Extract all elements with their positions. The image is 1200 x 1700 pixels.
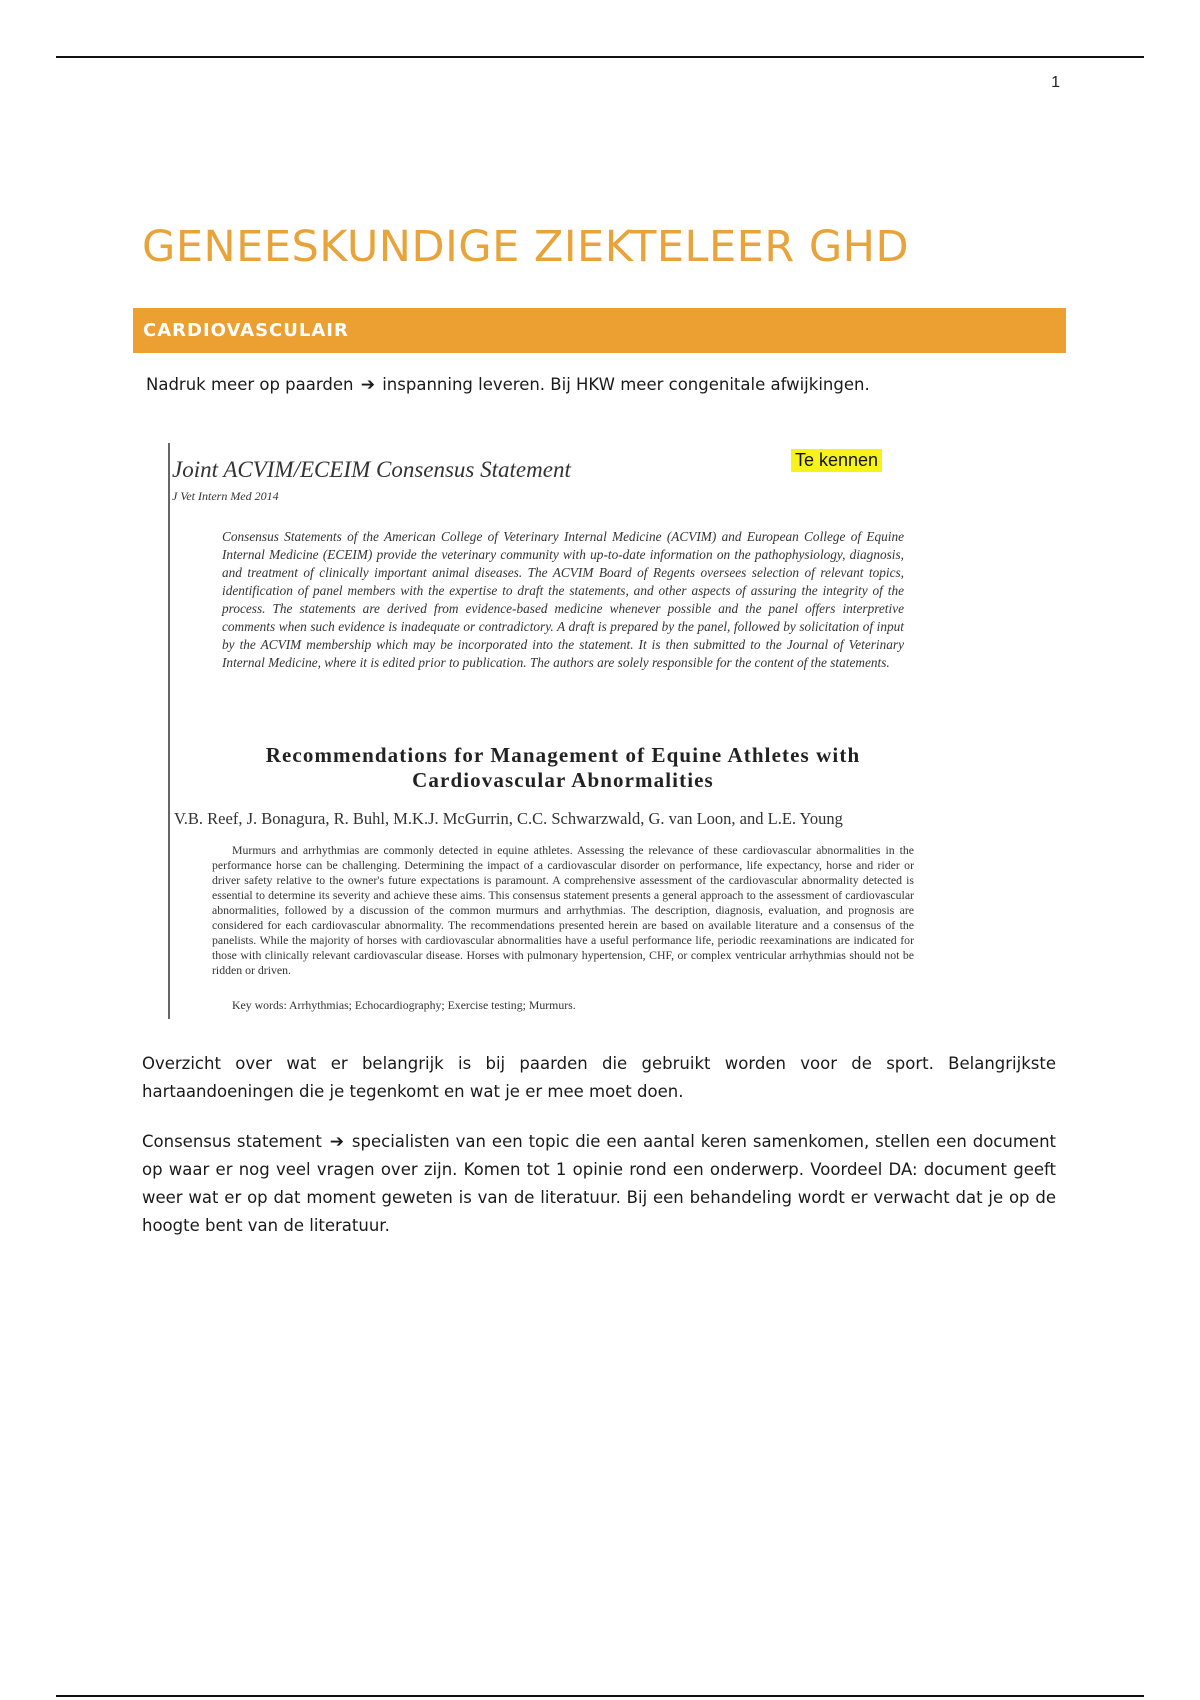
article-abstract: Murmurs and arrhythmias are commonly detected in equine athletes. Assessing the relevance of these cardiovascular abnormalities in the performance horse can be challenging. Determining the impact of a cardiovascular disorder on performance, life expectancy, horse and rider or driver safety relative to the owner's future expectations is paramount. A comprehensive assessment of the cardiovascular abnormality detected is essential to determine its severity and achieve these aims. This consensus statement presents a general approach to the assessment of cardiovascular abnormalities, followed by a discussion of the common murmurs and arrhythmias. The description, diagnosis, evaluation, and prognosis are considered for each cardiovascular abnormality. The recommendations presented herein are based on available literature and a consensus of the panelists. While the majority of horses with cardiovascular abnormalities have a useful performance life, periodic reexaminations are indicated for those with clinically relevant cardiovascular disease. Horses with pulmonary hypertension, CHF, or complex ventricular arrhythmias should not be ridden or driven. <box>212 843 914 977</box>
article-excerpt-image <box>168 443 968 1021</box>
paragraph-overview: Overzicht over wat er belangrijk is bij paarden die gebruikt worden voor de sport. Belangrijkste hartaandoeningen die je tegenkomt en wat je er mee moet doen. <box>142 1054 1056 1101</box>
consensus-description: Consensus Statements of the American College of Veterinary Internal Medicine (ACVIM) and European College of Equine Internal Medicine (ECEIM) provide the veterinary community with up-to-date information on the pathophysiology, diagnosis, and treatment of clinically important animal diseases. The ACVIM Board of Regents oversees selection of relevant topics, identification of panel members with the expertise to draft the statements, and other aspects of assuring the integrity of the process. The statements are derived from evidence-based medicine whenever possible and the panel offers interpretive comments when such evidence is inadequate or contradictory. A draft is prepared by the panel, followed by solicitation of input by the ACVIM membership which may be incorporated into the statement. It is then submitted to the Journal of Veterinary Internal Medicine, where it is edited prior to publication. The authors are solely responsible for the content of the statements. <box>222 529 904 670</box>
document-title: GENEESKUNDIGE ZIEKTELEER GHD <box>142 222 910 272</box>
highlight-note: Te kennen <box>791 449 882 472</box>
article-title: Recommendations for Management of Equine Athletes with Cardiovascular Abnormalities <box>265 743 861 792</box>
paragraph-consensus-term: Consensus statement <box>142 1132 322 1151</box>
article-keywords <box>232 998 576 1013</box>
excerpt-border <box>168 443 170 1019</box>
intro-text-after: inspanning leveren. Bij HKW meer congenitale afwijkingen. <box>382 375 870 394</box>
intro-paragraph <box>146 375 1086 395</box>
article-authors: V.B. Reef, J. Bonagura, R. Buhl, M.K.J. McGurrin, C.C. Schwarzwald, G. van Loon, and L.E. Young <box>174 809 843 828</box>
section-heading: CARDIOVASCULAIR <box>143 320 349 341</box>
header-rule <box>56 56 1144 58</box>
paragraph-consensus-text: specialisten van een topic die een aantal keren samenkomen, stellen een document op waar er nog veel vragen over zijn. Komen tot 1 opinie rond een onderwerp. Voordeel DA: document geeft weer wat er op dat moment geweten is van de literatuur. Bij een behandeling wordt er verwacht dat je op de hoogte bent van de literatuur. <box>142 1132 1056 1235</box>
journal-citation: J Vet Intern Med 2014 <box>172 489 279 503</box>
arrow-icon: ➔ <box>329 1132 344 1152</box>
keywords-label: Key words: <box>232 998 287 1012</box>
paragraph-consensus <box>142 1128 1056 1240</box>
page-number: 1 <box>1051 74 1060 91</box>
keywords-list: Arrhythmias; Echocardiography; Exercise testing; Murmurs. <box>289 998 576 1012</box>
journal-heading: Joint ACVIM/ECEIM Consensus Statement <box>172 457 571 482</box>
section-heading-bar <box>133 308 1066 353</box>
arrow-icon: ➔ <box>360 375 375 395</box>
intro-text-before: Nadruk meer op paarden <box>146 375 354 394</box>
footer-rule <box>56 1695 1144 1697</box>
